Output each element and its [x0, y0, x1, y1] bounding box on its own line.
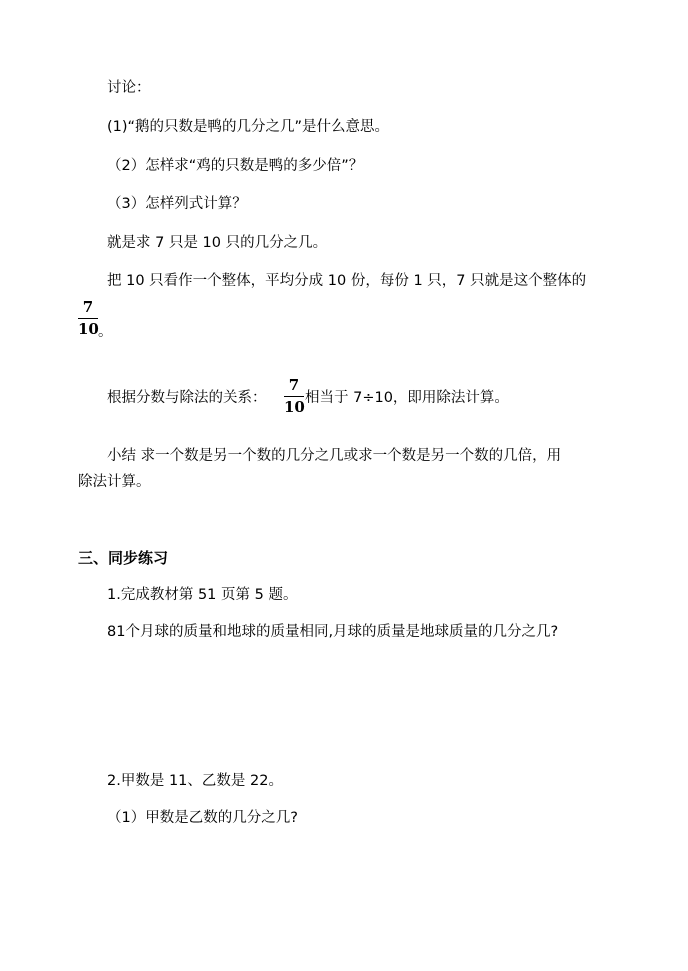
explanation-line-1: 就是求 7 只是 10 只的几分之几。 [107, 235, 328, 251]
exercise-1-text: 81个月球的质量和地球的质量相同,月球的质量是地球质量的几分之几? [107, 624, 559, 640]
discussion-question-3: （3）怎样列式计算？ [107, 196, 247, 212]
fraction-denominator: 10 [284, 398, 305, 416]
explanation-line-2: 把 10 只看作一个整体，平均分成 10 份，每份 1 只，7 只就是这个整体的 [107, 273, 587, 289]
exercise-1-title: 1.完成教材第 51 页第 5 题。 [107, 587, 298, 603]
relation-suffix: 相当于 7÷10，即用除法计算。 [305, 390, 509, 406]
fraction-numerator: 7 [288, 376, 300, 394]
discussion-title: 讨论： [107, 80, 151, 96]
discussion-question-2: （2）怎样求“鸡的只数是鸭的多少倍”？ [107, 158, 364, 174]
section-heading: 三、同步练习 [78, 549, 169, 567]
explanation-period: 。 [98, 324, 113, 340]
fraction-seven-tenths [78, 299, 98, 337]
fraction-bar [284, 396, 304, 397]
summary-line-2: 除法计算。 [78, 474, 151, 490]
fraction-numerator: 7 [82, 298, 94, 316]
exercise-2-title: 2.甲数是 11、乙数是 22。 [107, 773, 283, 789]
relation-prefix: 根据分数与除法的关系： [107, 390, 267, 406]
fraction-seven-tenths-inline [284, 377, 304, 415]
discussion-question-1: (1)“鹅的只数是鸭的几分之几”是什么意思。 [107, 119, 390, 135]
fraction-denominator: 10 [78, 320, 99, 338]
exercise-2-question-1: （1）甲数是乙数的几分之几? [107, 810, 298, 826]
summary-line-1: 小结 求一个数是另一个数的几分之几或求一个数是另一个数的几倍，用 [107, 448, 562, 464]
fraction-bar [78, 318, 98, 319]
